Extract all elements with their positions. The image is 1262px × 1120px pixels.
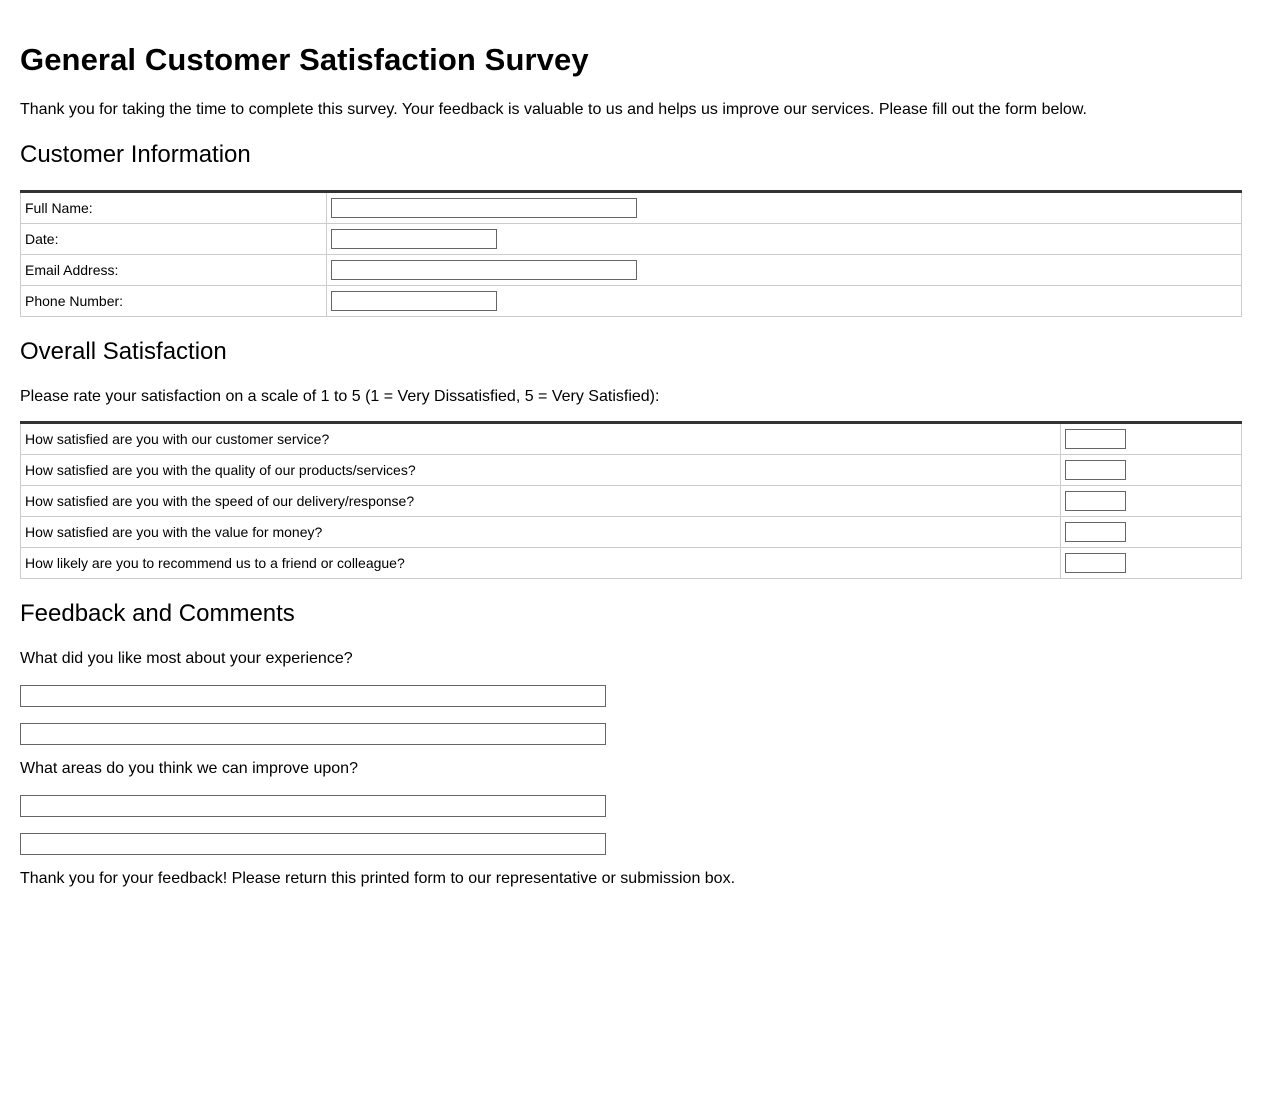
full-name-cell	[327, 192, 1242, 224]
question-label: How satisfied are you with the value for money?	[21, 517, 1061, 548]
question-label: How satisfied are you with our customer service?	[21, 423, 1061, 455]
liked-question: What did you like most about your experience?	[20, 650, 353, 667]
full-name-field[interactable]	[331, 198, 637, 218]
email-field[interactable]	[331, 260, 637, 280]
feedback-heading: Feedback and Comments	[20, 600, 295, 627]
table-row	[21, 455, 1242, 486]
full-name-label: Full Name:	[21, 192, 327, 224]
rating-field-value[interactable]	[1065, 522, 1126, 542]
rating-cell	[1061, 423, 1242, 455]
page-title: General Customer Satisfaction Survey	[20, 42, 589, 77]
date-field[interactable]	[331, 229, 497, 249]
phone-cell	[327, 286, 1242, 317]
rating-field-recommend[interactable]	[1065, 553, 1126, 573]
liked-answer-line-2[interactable]	[20, 723, 606, 745]
date-cell	[327, 224, 1242, 255]
date-label: Date:	[21, 224, 327, 255]
rating-cell	[1061, 517, 1242, 548]
email-label: Email Address:	[21, 255, 327, 286]
table-row	[21, 286, 1242, 317]
rating-instruction: Please rate your satisfaction on a scale of 1 to 5 (1 = Very Dissatisfied, 5 = Very Satisfied):	[20, 388, 660, 405]
phone-field[interactable]	[331, 291, 497, 311]
improve-answer-line-1[interactable]	[20, 795, 606, 817]
rating-field-quality[interactable]	[1065, 460, 1126, 480]
table-row	[21, 192, 1242, 224]
question-label: How satisfied are you with the speed of our delivery/response?	[21, 486, 1061, 517]
rating-cell	[1061, 548, 1242, 579]
rating-field-speed[interactable]	[1065, 491, 1126, 511]
improve-answer-line-2[interactable]	[20, 833, 606, 855]
table-row	[21, 548, 1242, 579]
customer-info-table	[20, 190, 1242, 317]
table-row	[21, 486, 1242, 517]
table-row	[21, 423, 1242, 455]
satisfaction-table	[20, 421, 1242, 579]
satisfaction-heading: Overall Satisfaction	[20, 338, 227, 365]
rating-cell	[1061, 455, 1242, 486]
table-row	[21, 224, 1242, 255]
intro-text: Thank you for taking the time to complete this survey. Your feedback is valuable to us and helps us improve our services. Please fill out the form below.	[20, 101, 1087, 118]
customer-info-heading: Customer Information	[20, 141, 251, 168]
phone-label: Phone Number:	[21, 286, 327, 317]
table-row	[21, 255, 1242, 286]
closing-text: Thank you for your feedback! Please return this printed form to our representative or submission box.	[20, 870, 736, 887]
question-label: How likely are you to recommend us to a friend or colleague?	[21, 548, 1061, 579]
rating-cell	[1061, 486, 1242, 517]
rating-field-customer-service[interactable]	[1065, 429, 1126, 449]
table-row	[21, 517, 1242, 548]
email-cell	[327, 255, 1242, 286]
liked-answer-line-1[interactable]	[20, 685, 606, 707]
improve-question: What areas do you think we can improve upon?	[20, 760, 358, 777]
question-label: How satisfied are you with the quality of our products/services?	[21, 455, 1061, 486]
